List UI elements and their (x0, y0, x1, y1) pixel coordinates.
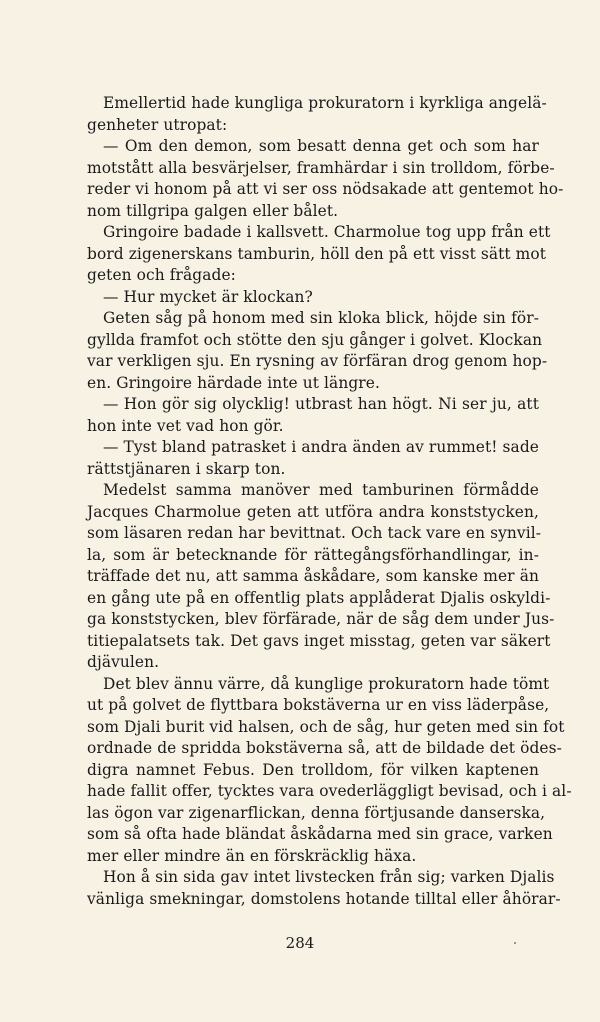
text-line: en gång ute på en offentlig plats applåderat Djalis oskyldi- (87, 588, 551, 607)
text-line: nom tillgripa galgen eller bålet. (87, 201, 339, 220)
text-line: Gringoire badade i kallsvett. Charmolue tog upp från ett (103, 223, 551, 241)
text-line: genheter utropat: (87, 115, 228, 134)
text-line: mer eller mindre än en förskräcklig häxa. (87, 846, 417, 865)
text-line: digra namnet Febus. Den trolldom, för vilken kaptenen (87, 760, 539, 779)
text-line: bord zigenerskans tamburin, höll den på ett visst sätt mot (87, 244, 547, 263)
text-line: som läsaren redan har bevittnat. Och tack vare en synvil- (87, 524, 542, 542)
text-line: — Tyst bland patrasket i andra änden av rummet! sade (103, 438, 539, 456)
text-line: Emellertid hade kungliga prokuratorn i kyrkliga angelä- (103, 94, 547, 112)
text-line: ut på golvet de flyttbara bokstäverna ur en viss läderpåse, (87, 696, 550, 714)
paper-speck (514, 942, 516, 944)
text-line: motstått alla besvärjelser, framhärdar i sin trolldom, förbe- (87, 158, 555, 177)
text-line: gyllda framfot och stötte den sju gånger i golvet. Klockan (87, 330, 543, 349)
text-line: var verkligen sju. En rysning av förfäran drog genom hop- (87, 352, 548, 370)
text-line: la, som är betecknande för rättegångsförhandlingar, in- (87, 545, 539, 564)
text-line: titiepalatsets tak. Det gavs inget misstag, geten var säkert (87, 631, 551, 650)
text-line: rättstjänaren i skarp ton. (87, 459, 286, 478)
text-line: — Hur mycket är klockan? (103, 287, 313, 306)
text-line: en. Gringoire härdade inte ut längre. (87, 373, 380, 392)
text-line: Geten såg på honom med sin kloka blick, höjde sin för- (103, 309, 539, 327)
text-line: som Djali burit vid halsen, och de såg, hur geten med sin fot (87, 717, 565, 736)
text-line: ordnade de spridda bokstäverna så, att de bildade det ödes- (87, 739, 562, 757)
text-line: las ögon var zigenarflickan, denna förtjusande danserska, (87, 803, 546, 822)
text-line: ga konststycken, blev förfärade, när de såg dem under Jus- (87, 610, 555, 628)
text-line: reder vi honom på att vi ser oss nödsakade att gentemot ho- (87, 180, 564, 198)
text-line: hade fallit offer, tycktes vara ovederläggligt bevisad, och i al- (87, 782, 572, 800)
text-line: geten och frågade: (87, 266, 236, 284)
text-line: Medelst samma manöver med tamburinen förmådde (103, 481, 539, 499)
text-line: — Hon gör sig olycklig! utbrast han högt. Ni ser ju, att (103, 395, 539, 413)
text-line: — Om den demon, som besatt denna get och som har (103, 137, 539, 155)
text-line: träffade det nu, att samma åskådare, som kanske mer än (87, 567, 539, 585)
text-line: som så ofta hade bländat åskådarna med sin grace, varken (87, 825, 553, 843)
body-text (87, 93, 572, 910)
page-number: 284 (285, 934, 315, 952)
text-line: Hon å sin sida gav intet livstecken från sig; varken Djalis (103, 868, 555, 886)
text-line: Det blev ännu värre, då kunglige prokuratorn hade tömt (103, 674, 550, 693)
text-line: Jacques Charmolue geten att utföra andra konststycken, (87, 502, 539, 521)
text-line: vänliga smekningar, domstolens hotande tilltal eller åhörar- (87, 889, 561, 908)
text-line: hon inte vet vad hon gör. (87, 416, 284, 435)
text-line: djävulen. (87, 653, 160, 671)
